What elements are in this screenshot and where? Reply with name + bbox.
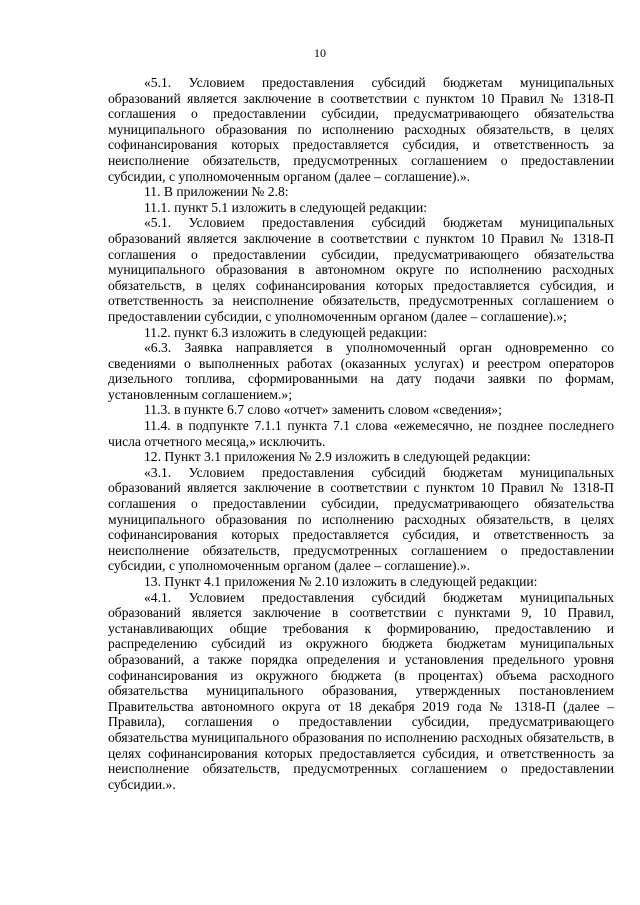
paragraph-quote-4-1: «4.1. Условием предоставления субсидий бюджетам муниципальных образований является заключение в соответствии с пунктами 9, 10 Правил, устанавливающих общие требования к формированию, предоставлению и распределению субсидий из окружного бюджета бюджетам муниципальных образований, а также порядка определения и установления предельного уровня софинансирования из окружного бюджета (в процентах) объема расходного обязательства муниципального образования, утвержденных постановлением Правительства автономного округа от 18 декабря 2019 года № 1318-П (далее – Правила), соглашения о предоставлении субсидии, предусматривающего обязательства муниципального образования по исполнению расходных обязательств, в целях софинансирования которых предоставляется субсидия, и ответственность за неисполнение обязательств, предусмотренных соглашением о предоставлении субсидии.». <box>108 589 614 792</box>
document-body <box>108 75 614 792</box>
paragraph-item-11-4: 11.4. в подпункте 7.1.1 пункта 7.1 слова «ежемесячно, не позднее последнего числа отчетного месяца,» исключить. <box>108 418 614 449</box>
paragraph-item-11-3: 11.3. в пункте 6.7 слово «отчет» заменить словом «сведения»; <box>144 402 502 418</box>
paragraph-item-13: 13. Пункт 4.1 приложения № 2.10 изложить в следующей редакции: <box>144 574 538 589</box>
paragraph-item-11-1: 11.1. пункт 5.1 изложить в следующей редакции: <box>144 199 428 215</box>
page-number: 10 <box>314 46 326 60</box>
paragraph-quote-6-3: «6.3. Заявка направляется в уполномоченный орган одновременно со сведениями о выполненных работах (оказанных услугах) и реестром операторов дизельного топлива, сформированными на дату подачи заявки по формам, установленным соглашением.»; <box>108 340 614 402</box>
paragraph-item-11-2: 11.2. пункт 6.3 изложить в следующей редакции: <box>144 324 428 340</box>
paragraph-item-11: 11. В приложении № 2.8: <box>144 184 289 200</box>
paragraph-quote-5-1-annex-2-8: «5.1. Условием предоставления субсидий бюджетам муниципальных образований является заключение в соответствии с пунктом 10 Правил № 1318-П соглашения о предоставлении субсидии, предусматривающего обязательства муниципального образования в автономном округе по исполнению расходных обязательств, в целях софинансирования которых предоставляется субсидия, и ответственность за неисполнение обязательств, предусмотренных соглашением о предоставлении субсидии, с уполномоченным органом (далее – соглашение).»; <box>108 215 614 324</box>
paragraph-item-12: 12. Пункт 3.1 приложения № 2.9 изложить в следующей редакции: <box>144 449 531 465</box>
paragraph-quote-3-1: «3.1. Условием предоставления субсидий бюджетам муниципальных образований является заключение в соответствии с пунктом 10 Правил № 1318-П соглашения о предоставлении субсидии, предусматривающего обязательства муниципального образования по исполнению расходных обязательств, в целях софинансирования которых предоставляется субсидия, и ответственность за неисполнение обязательств, предусмотренных соглашением о предоставлении субсидии, с уполномоченным органом (далее – соглашение).». <box>108 464 614 574</box>
paragraph-quote-5-1: «5.1. Условием предоставления субсидий бюджетам муниципальных образований является заключение в соответствии с пунктом 10 Правил № 1318-П соглашения о предоставлении субсидии, предусматривающего обязательства муниципального образования по исполнению расходных обязательств, в целях софинансирования которых предоставляется субсидия, и ответственность за неисполнение обязательств, предусмотренных соглашением о предоставлении субсидии, с уполномоченным органом (далее – соглашение).». <box>108 75 614 184</box>
